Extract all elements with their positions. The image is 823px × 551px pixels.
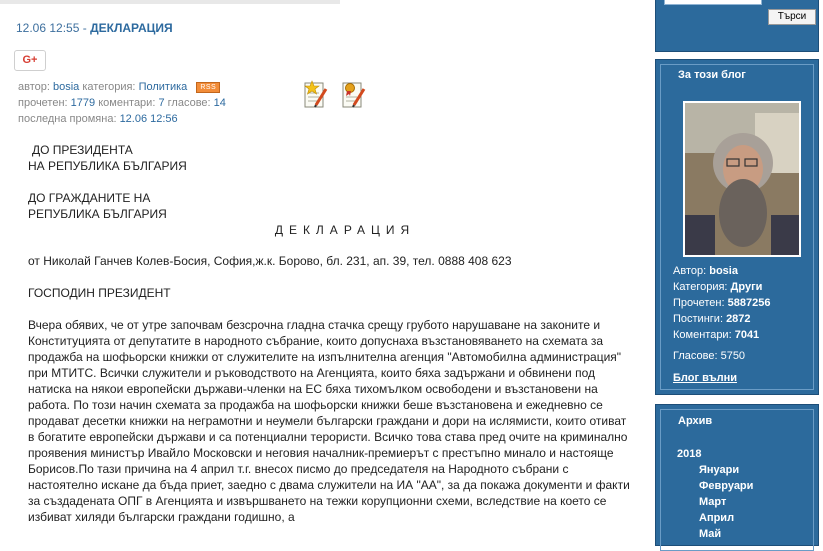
post-body [28,142,634,525]
comments-stat: Коментари: 7041 [673,329,760,341]
top-divider [0,0,340,4]
addressee-line-1: ДО ПРЕЗИДЕНТА [32,143,133,157]
blog-waves-link[interactable]: Блог вълни [673,372,738,384]
about-blog-box [655,59,819,395]
read-stat: Прочетен: 5887256 [673,297,771,309]
search-button[interactable]: Търси [768,9,816,25]
addressee-line-4: РЕПУБЛИКА БЪЛГАРИЯ [28,207,167,221]
archive-month-may[interactable]: Май [699,528,722,540]
post-modified-row: последна промяна: 12.06 12:56 [18,113,178,125]
favorite-note-icon[interactable] [303,79,329,109]
archive-month-mar[interactable]: Март [699,496,727,508]
archive-month-jan[interactable]: Януари [699,464,740,476]
archive-month-apr[interactable]: Април [699,512,735,524]
post-datetime: 12.06 12:55 - [16,21,87,35]
post-title[interactable]: ДЕКЛАРАЦИЯ [90,21,173,35]
declaration-heading: ДЕКЛАРАЦИЯ [274,223,416,237]
google-plus-button[interactable]: G+ [14,50,46,71]
post-author-row: автор: bosia категория: Политика RSS [18,81,220,93]
salutation: ГОСПОДИН ПРЕЗИДЕНТ [28,286,171,300]
comments-count[interactable]: 7 [158,97,165,109]
addressee-line-3: ДО ГРАЖДАНИТЕ НА [28,191,151,205]
search-input[interactable] [664,0,762,5]
author-avatar[interactable] [683,101,801,257]
sidebar [650,0,823,540]
award-note-icon[interactable] [341,79,367,109]
declaration-paragraph: Вчера обявих, че от утре започвам безсрочна гладна стачка срещу грубото нарушаване на законите и Конституцията от депутатите в народното събрание, които допуснаха възстановяването на схемата за продажба на шофьорски книжки от служителите на изпълнителна агенция "Автомобилна администрация" при МТИТС. Всички служители и ръководството на Агенцията, които бяха задържани и обвинени под натиска на някои европейски държави-членки на ЕС бяха тихомълком освободени и възстановени на работа. По този начин схемата за продажба на шофьорски книжки беше възстановена и ежедневно се продават десетки книжки на неграмотни и неумели български граждани и дори на ислямисти, които отиват в богатите европейски държави и са потенциални терористи. Всичко това става пред очите на криминално проявения министър Ивайло Московски и неговия началник-премиерът с престъпно минало и настояще Борисов.По тази причина на 4 април т.г. внесох писмо до председателя на Народното събрани с настоятелно искане да бъда приет, заедно с двама служители на ИА "АА", за да покажа документи и факти за създадената ОПГ в Агенцията и извършването на тежки корупционни схеми, вследствие на което се избиват хиляди български граждани годишно, а [28,318,630,524]
post-header [16,21,173,35]
archive-year[interactable]: 2018 [677,448,702,460]
addressee-line-2: НА РЕПУБЛИКА БЪЛГАРИЯ [28,159,187,173]
sender-line: от Николай Ганчев Колев-Босия, София,ж.к. Борово, бл. 231, ап. 39, тел. 0888 408 623 [28,254,512,268]
archive-title: Архив [678,415,713,427]
category-stat: Категория: Други [673,281,763,293]
modified-date: 12.06 12:56 [119,113,178,125]
author-stat: Автор: bosia [673,265,738,277]
archive-month-feb[interactable]: Февруари [699,480,754,492]
rss-icon[interactable]: RSS [196,82,220,93]
votes-stat: Гласове: 5750 [673,350,746,362]
search-box [655,0,819,52]
post-stats-row: прочетен: 1779 коментари: 7 гласове: 14 [18,97,226,109]
category-link[interactable]: Политика [138,81,188,93]
archive-box [655,404,819,546]
posts-stat: Постинги: 2872 [673,313,751,325]
author-link[interactable]: bosia [53,81,80,93]
about-blog-title: За този блог [678,69,746,81]
read-count: 1779 [70,97,96,109]
votes-count: 14 [213,97,226,109]
